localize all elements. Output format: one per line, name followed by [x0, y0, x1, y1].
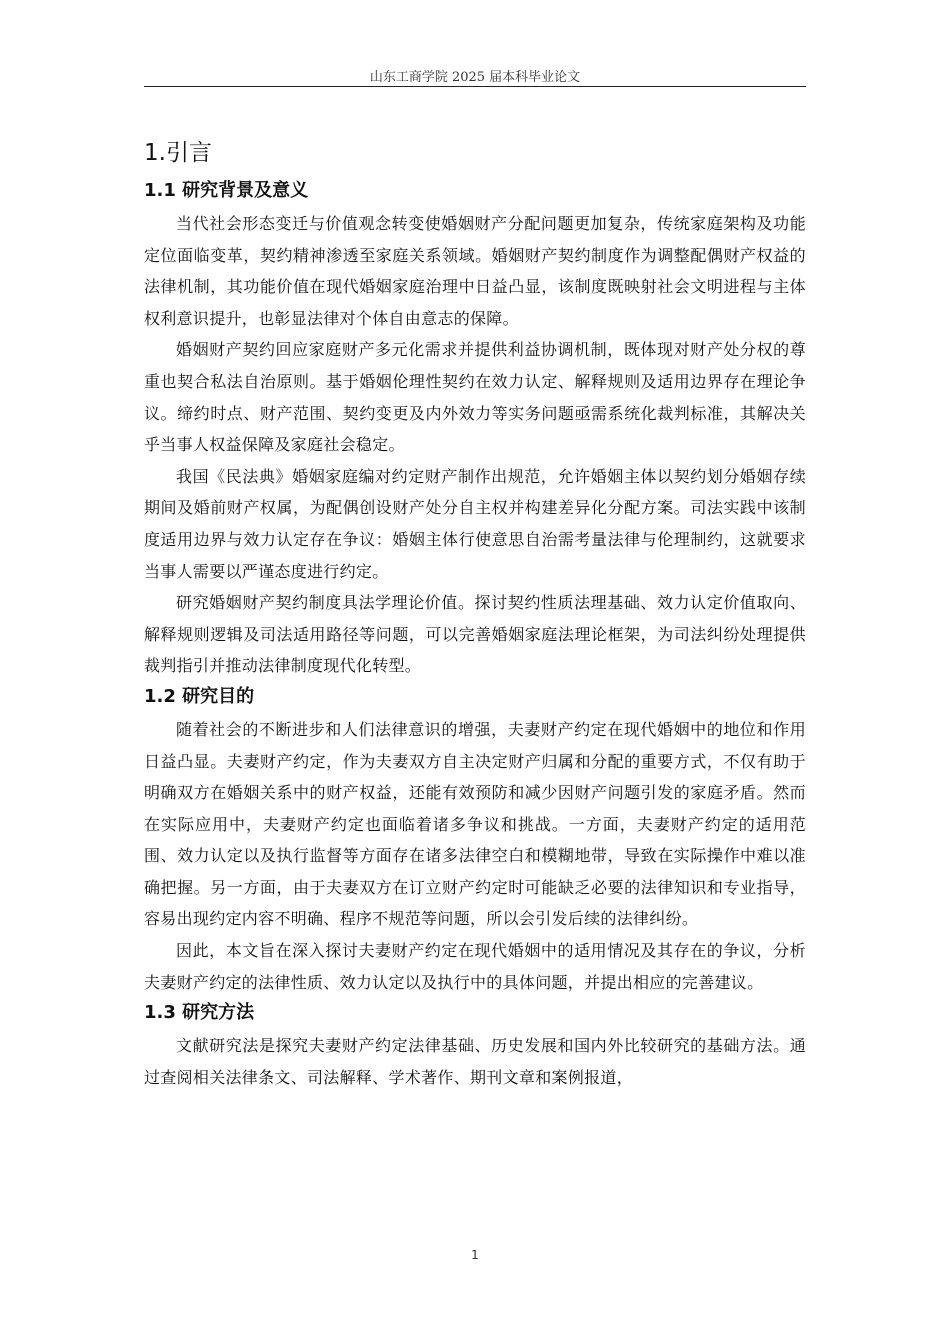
chapter-title: 1.引言 — [144, 140, 212, 166]
section-heading: 1.3 研究方法 — [144, 1002, 255, 1024]
paragraph: 文献研究法是探究夫妻财产约定法律基础、历史发展和国内外比较研究的基础方法。通过查阅相关法律条文、司法解释、学术著作、期刊文章和案例报道， — [144, 1036, 806, 1087]
header-rule — [144, 86, 806, 87]
section-heading: 1.1 研究背景及意义 — [144, 180, 309, 201]
paragraph: 我国《民法典》婚姻家庭编对约定财产制作出规范，允许婚姻主体以契约划分婚姻存续期间及婚前财产权属，为配偶创设财产处分自主权并构建差异化分配方案。司法实践中该制度适用边界与效力认定存在争议：婚姻主体行使意思自治需考量法律与伦理制约，这就要求当事人需要以严谨态度进行约定。 — [144, 466, 806, 581]
page-number: 1 — [471, 1248, 479, 1262]
paragraph: 婚姻财产契约回应家庭财产多元化需求并提供利益协调机制，既体现对财产处分权的尊重也契合私法自治原则。基于婚姻伦理性契约在效力认定、解释规则及适用边界存在理论争议。缔约时点、财产范围、契约变更及内外效力等实务问题亟需系统化裁判标准，其解决关乎当事人权益保障及家庭社会稳定。 — [144, 340, 806, 455]
paragraph: 随着社会的不断进步和人们法律意识的增强，夫妻财产约定在现代婚姻中的地位和作用日益凸显。夫妻财产约定，作为夫妻双方自主决定财产归属和分配的重要方式，不仅有助于明确双方在婚姻关系中的财产权益，还能有效预防和减少因财产问题引发的家庭矛盾。然而在实际应用中，夫妻财产约定也面临着诸多争议和挑战。一方面，夫妻财产约定的适用范围、效力认定以及执行监督等方面存在诸多法律空白和模糊地带，导致在实际操作中难以准确把握。另一方面，由于夫妻双方在订立财产约定时可能缺乏必要的法律知识和专业指导，容易出现约定内容不明确、程序不规范等问题，所以会引发后续的法律纠纷。 — [144, 719, 806, 929]
paragraph: 因此，本文旨在深入探讨夫妻财产约定在现代婚姻中的适用情况及其存在的争议，分析夫妻财产约定的法律性质、效力认定以及执行中的具体问题，并提出相应的完善建议。 — [144, 941, 806, 992]
running-header: 山东工商学院 2025 届本科毕业论文 — [369, 70, 581, 85]
page-body — [144, 134, 806, 1093]
paragraph: 研究婚姻财产契约制度具法学理论价值。探讨契约性质法理基础、效力认定价值取向、解释规则逻辑及司法适用路径等问题，可以完善婚姻家庭法理论框架，为司法纠纷处理提供裁判指引并推动法律制度现代化转型。 — [144, 593, 806, 676]
paragraph: 当代社会形态变迁与价值观念转变使婚姻财产分配问题更加复杂，传统家庭架构及功能定位面临变革，契约精神渗透至家庭关系领域。婚姻财产契约制度作为调整配偶财产权益的法律机制，其功能价值在现代婚姻家庭治理中日益凸显，该制度既映射社会文明进程与主体权利意识提升，也彰显法律对个体自由意志的保障。 — [144, 214, 806, 328]
section-heading: 1.2 研究目的 — [144, 685, 255, 707]
